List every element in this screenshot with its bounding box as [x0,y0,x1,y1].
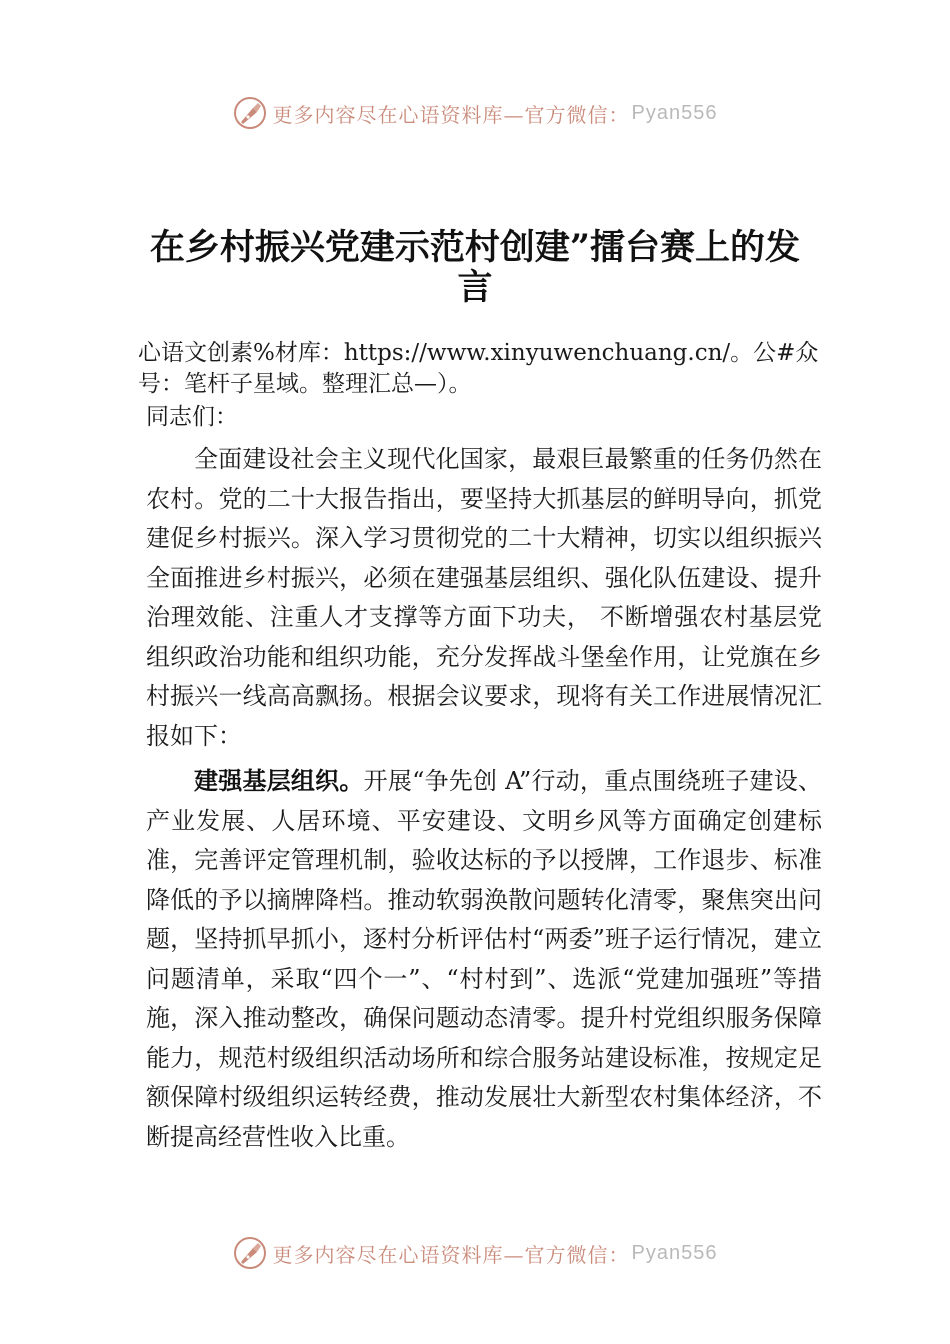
paragraph-intro: 全面建设社会主义现代化国家，最艰巨最繁重的任务仍然在农村。党的二十大报告指出，要坚持大抓基层的鲜明导向，抓党建促乡村振兴。深入学习贯彻党的二十大精神，切实以组织振兴全面推进乡村振兴，必须在建强基层组织、强化队伍建设、提升治理效能、注重人才支撑等方面下功夫， 不断增强农村基层党组织政治功能和组织功能，充分发挥战斗堡垒作用，让党旗在乡村振兴一线高高飘扬。根据会议要求，现将有关工作进展情况汇报如下： [146,445,822,750]
document-title: 在乡村振兴党建示范村创建”擂台赛上的发言 [149,227,801,308]
fountain-pen-nib-icon [233,96,267,130]
paragraph-body: 开展“争先创 A”行动，重点围绕班子建设、产业发展、人居环境、平安建设、文明乡风等方面确定创建标准，完善评定管理机制，验收达标的予以授牌，工作退步、标准降低的予以摘牌降档。推动软弱涣散问题转化清零，聚焦突出问题，坚持抓早抓小，逐村分析评估村“两委”班子运行情况，建立问题清单，采取“四个一”、“村村到”、选派“党建加强班”等措施，深入推动整改，确保问题动态清零。提升村党组织服务保障能力，规范村级组织活动场所和综合服务站建设标准，按规定足额保障村级组织运转经费，推动发展壮大新型农村集体经济，不断提高经营性收入比重。 [146,767,822,1151]
paragraph-build-organizations [146,762,822,1157]
watermark-text: 更多内容尽在心语资料库—官方微信： [272,1242,630,1267]
paragraph-lead-heading: 建强基层组织。 [194,767,364,795]
fountain-pen-nib-icon [233,1236,267,1270]
header-watermark [0,96,950,130]
watermark-wechat-id: Pyan556 [631,1241,718,1264]
footer-watermark [0,1236,950,1270]
greeting: 同志们： [146,404,238,430]
watermark-wechat-id: Pyan556 [631,101,718,124]
source-line: 心语文创素%材库：https://www.xinyuwenchuang.cn/。公#众号：笔杆子星域。整理汇总—）。 [138,340,819,397]
watermark-text: 更多内容尽在心语资料库—官方微信： [272,102,630,127]
